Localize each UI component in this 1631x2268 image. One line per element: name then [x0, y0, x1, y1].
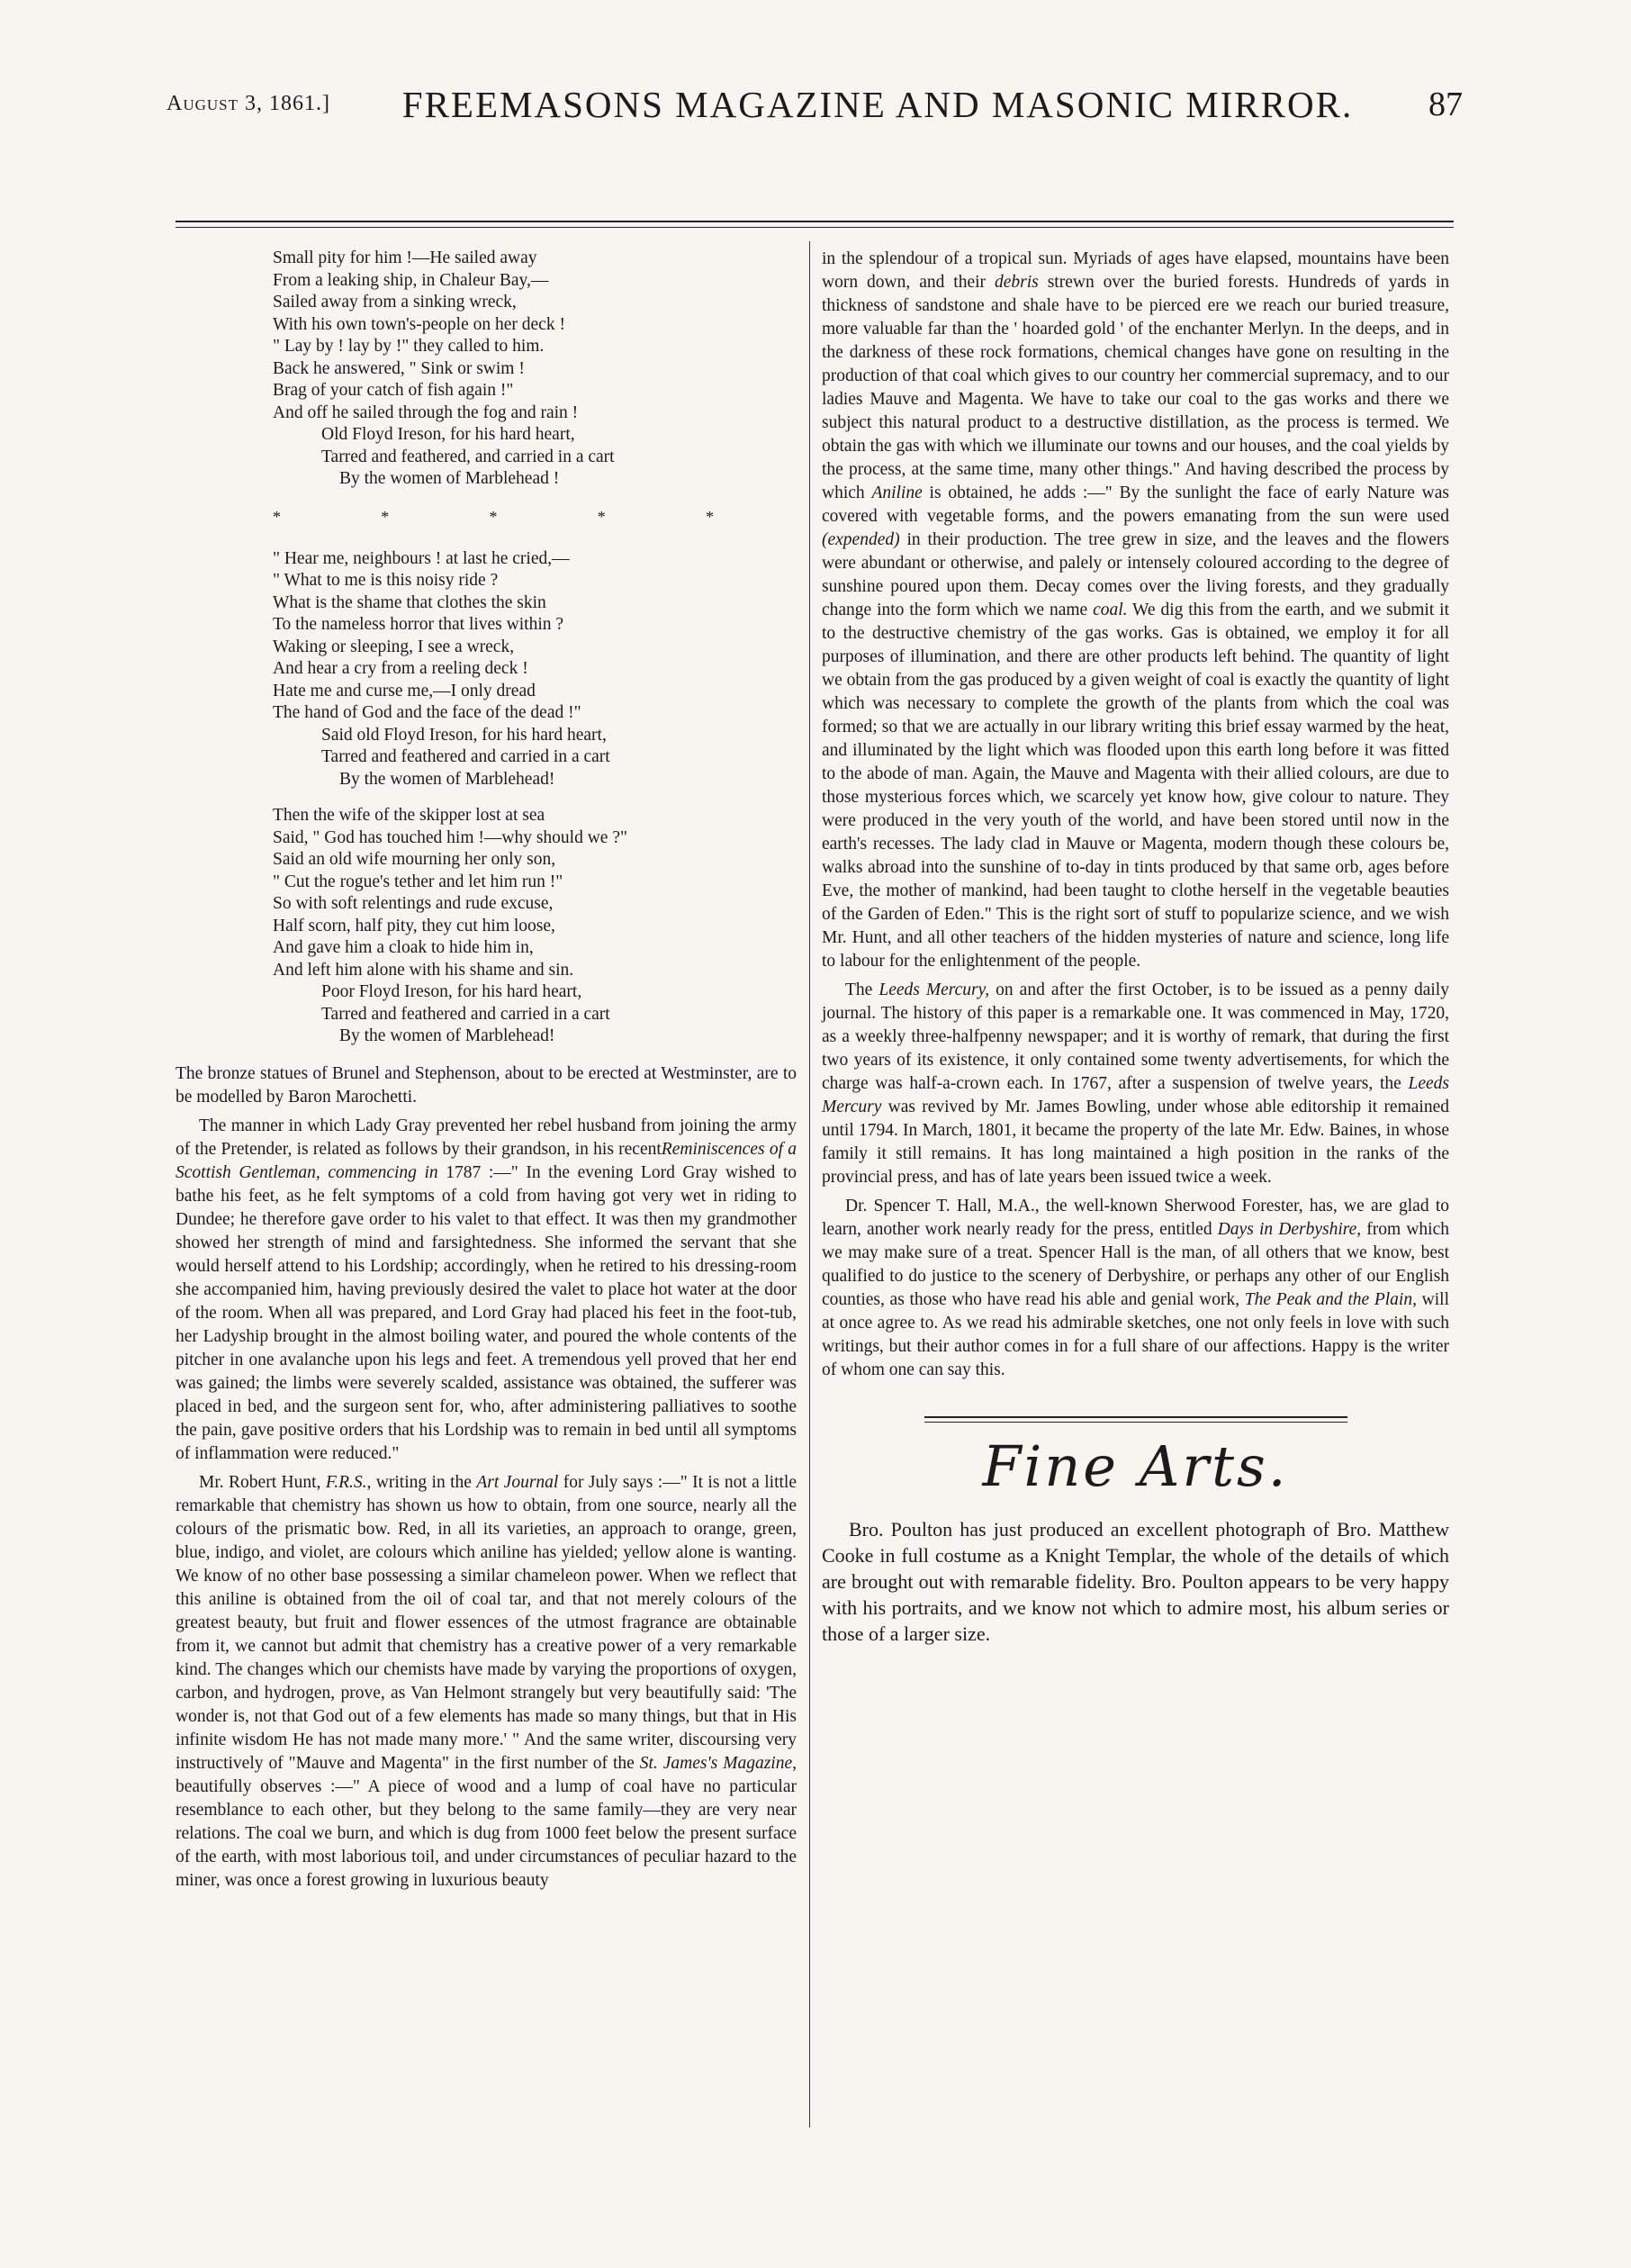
italic-word: (expended) [822, 530, 900, 549]
fine-arts-heading: Fine Arts. [982, 1433, 1289, 1499]
header-rule-thin [176, 227, 1454, 228]
poem-line: And off he sailed through the fog and rain ! [273, 402, 579, 422]
magazine-name: St. James's Magazine, [639, 1753, 797, 1773]
poem-line: " What to me is this noisy ride ? [273, 571, 499, 590]
section-stars [273, 505, 714, 529]
header-date: August 3, 1861.] [167, 92, 330, 115]
star-mark: * [597, 507, 606, 526]
poem-line: The hand of God and the face of the dead !" [273, 703, 581, 722]
lady-gray-paragraph [176, 1115, 797, 1466]
italic-word: Aniline [871, 483, 923, 502]
left-column [176, 248, 797, 1898]
text-run: in their production. The tree grew in size, and the leaves and the flowers were abundant or otherwise, and palely or intensely coloured according to the degree of sunshine poured upon them. Decay comes over the living forests, and they gradually change into the form which we name [822, 530, 1449, 619]
section-separator [924, 1416, 1347, 1423]
poem-line: Brag of your catch of fish again !" [273, 381, 514, 400]
text-run: , writing in the [366, 1472, 477, 1492]
newspaper-name: Leeds Mercury, [879, 980, 990, 999]
text-run: The manner in which Lady Gray prevented her rebel husband from joining the army of the Pretender, is related as follows by their grandson, in his recent [176, 1116, 797, 1159]
star-mark: * [706, 507, 714, 526]
poem-refrain-line: Old Floyd Ireson, for his hard heart, [321, 425, 575, 444]
text-run: was revived by Mr. James Bowling, under whose able editorship it remained until 1794. In March, 1801, it became the property of the late Mr. Edw. Baines, in whose family it still remains. It has long maintained a high position in the ranks of the provincial press, and has of late years been issued twice a week. [822, 1098, 1449, 1187]
text-run: beautifully observes :—" A piece of wood and a lump of coal have no particular resemblance to each other, but they belong to the same family—they are very near relations. The coal we burn, and which is dug from 1000 feet below the present surface of the earth, with most laborious toil, and under circumstances of peculiar hazard to the miner, was once a forest growing in luxurious beauty [176, 1776, 797, 1890]
poem-line: So with soft relentings and rude excuse, [273, 894, 554, 913]
poem-line: And hear a cry from a reeling deck ! [273, 659, 528, 678]
hunt-paragraph [176, 1471, 797, 1893]
page-number: 87 [1428, 86, 1463, 123]
text-run: Dr. Spencer T. Hall, M.A., the well-known Sherwood Forester, has, we are glad to learn, another work nearly ready for the press, entitled [822, 1197, 1449, 1239]
journal-title: Art Journal [476, 1472, 559, 1492]
poem-refrain-line: Tarred and feathered and carried in a cart [321, 1004, 610, 1024]
poem-stanza [273, 548, 797, 791]
separator-line [924, 1416, 1347, 1418]
poem-line: Said, " God has touched him !—why should we ?" [273, 827, 627, 847]
hunt-continued-paragraph [822, 248, 1449, 973]
poem-refrain-line: Poor Floyd Ireson, for his hard heart, [321, 982, 582, 1001]
italic-word: debris [995, 273, 1039, 292]
poem-line: Sailed away from a sinking wreck, [273, 293, 517, 312]
poem-line: Half scorn, half pity, they cut him loose, [273, 916, 555, 935]
poem-refrain-line: By the women of Marblehead! [339, 1026, 555, 1045]
poem-line: " Hear me, neighbours ! at last he cried,— [273, 548, 570, 568]
leeds-mercury-paragraph [822, 979, 1449, 1189]
poem-line: " Cut the rogue's tether and let him run !" [273, 872, 563, 891]
text-run: in the splendour of a tropical sun. Myriads of ages have elapsed, mountains have been worn down, and their [822, 249, 1449, 292]
poem-refrain-line: Said old Floyd Ireson, for his hard heart, [321, 725, 607, 745]
text-run: on and after the first October, is to be issued as a penny daily journal. The history of this paper is a remarkable one. It was commenced in May, 1720, as a weekly three-halfpenny newspaper; and it is worthy of remark, that during the first two years of its existence, it only contained some twenty advertisements, for which the charge was half-a-crown each. In 1767, after a suspension of twelve years, the [822, 980, 1449, 1093]
right-column [822, 248, 1449, 1652]
text-run: We dig this from the earth, and we submit it to the destructive chemistry of the gas works. Gas is obtained, we employ it for all purposes of illumination, and there are other products left behind. The quantity of light we obtain from the gas produced by a given weight of coal is exactly the quantity of light which was necessary to complete the growth of the plants from which the coal was formed; so that we are actually in our library writing this brief essay warmed by the heat, and illuminated by the light which was flooded upon this earth long before it was fitted to the abode of man. Again, the Mauve and Magenta with their allied colours, are due to those mysterious forces which, we scarcely yet know how, give colour to nature. They were produced in the very youth of the world, and have been stored until now in the earth's recesses. The lady clad in Mauve or Magenta, modern though these colours be, walks abroad into the sunshine of to-day in tints produced by that same orb, ages before Eve, the mother of mankind, had been taught to clothe herself in the vegetable beauties of the Garden of Eden." This is the right sort of stuff to popularize science, and we wish Mr. Hunt, and all other teachers of the hidden mysteries of nature and science, long life to labour for the enlightenment of the people. [822, 601, 1449, 971]
fine-arts-paragraph: Bro. Poulton has just produced an excellent photograph of Bro. Matthew Cooke in full costume as a Knight Templar, the whole of the details of which are brought out with remarable fidelity. Bro. Poulton appears to be very happy with his portraits, and we know not which to admire most, his album series or those of a larger size. [822, 1518, 1449, 1645]
poem-line: And gave him a cloak to hide him in, [273, 938, 534, 957]
text-run: Mr. Robert Hunt, [199, 1472, 326, 1492]
poem-stanza [273, 805, 797, 1048]
poem-refrain-line: By the women of Marblehead! [339, 769, 555, 789]
poem-line: From a leaking ship, in Chaleur Bay,— [273, 270, 549, 290]
statues-paragraph: The bronze statues of Brunel and Stephenson, about to be erected at Westminster, are to be modelled by Baron Marochetti. [176, 1063, 797, 1107]
text-run: for July says :—" It is not a little remarkable that chemistry has shown us how to obtain, from one source, nearly all the colours of the prismatic bow. Red, in all its varieties, an approach to orange, green, blue, indigo, and violet, are colours which aniline has yielded; yellow alone is wanting. We know of no other base possessing a similar chameleon power. When we reflect that this aniline is obtained from the oil of coal tar, and that not merely colours of the greatest beauty, but fruit and flower essences of the utmost fragrance are obtainable from it, we cannot but admit that chemistry has a creative power of a very remarkable kind. The changes which our chemists have made by varying the proportions of oxygen, carbon, and hydrogen, prove, as Van Helmont strangely but very beautifully said: 'The wonder is, not that God out of a few elements has made so many things, but that in His infinite wisdom He has not made many more.' " And the same writer, discoursing very instructively of "Mauve and Magenta" in the first number of the [176, 1472, 797, 1773]
poem-line: Hate me and curse me,—I only dread [273, 681, 536, 700]
star-mark: * [489, 507, 498, 526]
poem-line: Waking or sleeping, I see a wreck, [273, 637, 515, 656]
star-mark: * [381, 507, 390, 526]
column-divider [809, 241, 810, 2128]
header-rule-thick [176, 221, 1454, 222]
poem-line: Back he answered, " Sink or swim ! [273, 358, 525, 378]
poem [273, 248, 797, 1048]
italic-word: coal. [1093, 601, 1128, 619]
honorific: F.R.S. [325, 1472, 367, 1492]
text-run: from which we may make sure of a treat. Spencer Hall is the man, of all others that we know, best qualified to do justice to the scenery of Derbyshire, or perhaps any other of our English counties, as those who have read his able and genial work, [822, 1220, 1449, 1309]
page-header [167, 83, 1463, 137]
text-run: The [845, 980, 879, 999]
poem-line: Small pity for him !—He sailed away [273, 248, 537, 267]
poem-line: What is the shame that clothes the skin [273, 592, 546, 612]
star-mark: * [273, 507, 281, 526]
text-run: will at once agree to. As we read his admirable sketches, one not only feels in love with such writings, but their author comes in for a full share of our affections. Happy is the writer of whom one can say this. [822, 1290, 1449, 1379]
poem-refrain-line: Tarred and feathered, and carried in a cart [321, 447, 615, 466]
poem-line: To the nameless horror that lives within ? [273, 615, 564, 634]
poem-line: With his own town's-people on her deck ! [273, 314, 565, 334]
poem-line: Then the wife of the skipper lost at sea [273, 806, 545, 825]
text-run: 1787 :—" In the evening Lord Gray wished to bathe his feet, as he felt symptoms of a cold from having got very wet in riding to Dundee; he therefore gave order to his valet to that effect. It was then my grandmother showed her strength of mind and farsightedness. She informed the servant that she would herself attend to his Lordship; accordingly, when he retired to his dressing-room she accompanied him, having previously desired the valet to place hot water at the door of the room. When all was prepared, and Lord Gray had placed his feet in the foot-tub, her Ladyship brought in the almost boiling water, and poured the whole contents of the pitcher in one avalanche upon his legs and feet. A tremendous yell proved that her end was gained; the limbs were severely scalded, assistance was obtained, the sufferer was placed in bed, and the surgeon sent for, who, after administering palliatives to soothe the pain, gave positive orders that his Lordship was to remain in bed until all symptoms of inflammation were reduced." [176, 1162, 797, 1463]
spencer-hall-paragraph [822, 1195, 1449, 1382]
poem-line: Said an old wife mourning her only son, [273, 850, 556, 869]
magazine-title: FREEMASONS MAGAZINE AND MASONIC MIRROR. [401, 84, 1354, 125]
book-title: The Peak and the Plain, [1244, 1290, 1417, 1309]
poem-refrain-line: By the women of Marblehead ! [339, 469, 560, 488]
separator-line [924, 1422, 1347, 1423]
poem-line: " Lay by ! lay by !" they called to him. [273, 337, 545, 356]
book-title: Reminiscences of a Scottish Gentleman, commencing in [176, 1139, 797, 1182]
poem-line: And left him alone with his shame and sin. [273, 960, 574, 980]
newspaper-name: Leeds Mercury [822, 1074, 1449, 1116]
text-run: is obtained, he adds :—" By the sunlight the face of early Nature was covered with vegetable forms, and the powers emanating from the sun were used [822, 483, 1449, 526]
text-run: strewn over the buried forests. Hundreds of yards in thickness of sandstone and shale have to be pierced ere we reach our buried treasure, more valuable far than the ' hoarded gold ' of the enchanter Merlyn. In the deeps, and in the darkness of these rock formations, chemical changes have gone on resulting in the production of that coal which gives to our country her commercial supremacy, and to our ladies Mauve and Magenta. We have to take our coal to the gas works and there we subject this natural product to a destructive distillation, as the process is termed. We obtain the gas with which we illuminate our towns and our houses, and the coal yields by the process, at the same time, many other things." And having described the process by which [822, 273, 1449, 502]
poem-stanza [273, 248, 797, 491]
poem-refrain-line: Tarred and feathered and carried in a cart [321, 747, 610, 766]
book-title: Days in Derbyshire, [1217, 1220, 1362, 1239]
